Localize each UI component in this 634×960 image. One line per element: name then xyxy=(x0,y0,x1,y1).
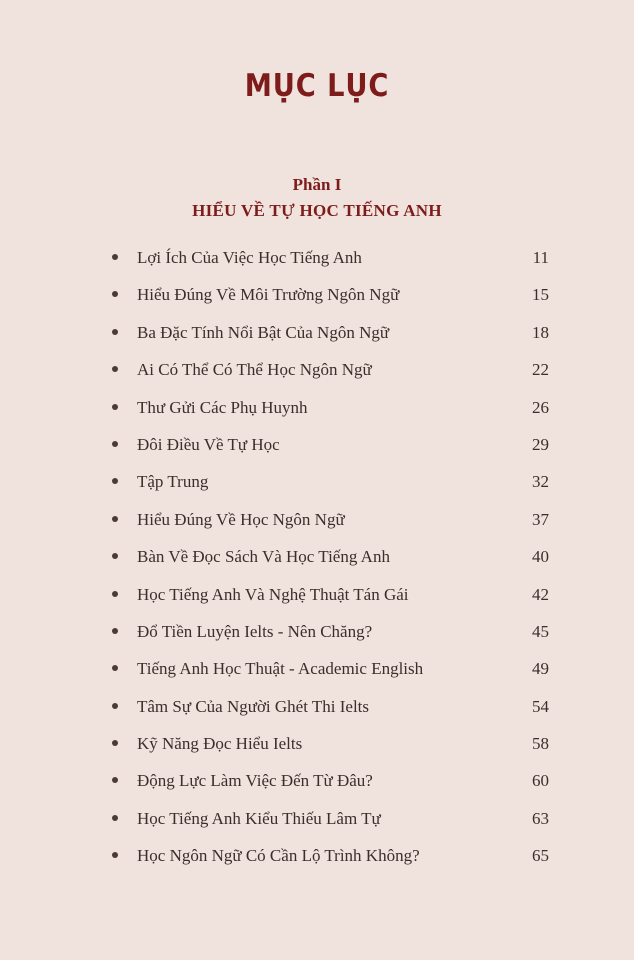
toc-entry xyxy=(0,501,634,538)
bullet-icon xyxy=(112,777,118,783)
toc-entry-title: Tâm Sự Của Người Ghét Thi Ielts xyxy=(137,696,370,716)
toc-entry-page: 11 xyxy=(532,248,549,267)
toc-entry-page: 15 xyxy=(532,285,549,305)
toc-entry xyxy=(0,426,634,463)
toc-entry xyxy=(0,389,634,426)
bullet-icon xyxy=(112,852,118,858)
bullet-icon xyxy=(112,516,118,522)
toc-entry xyxy=(0,576,634,613)
toc-entry-title: Kỹ Năng Đọc Hiểu Ielts xyxy=(137,734,303,754)
toc-entry-page: 58 xyxy=(532,734,549,754)
bullet-icon xyxy=(112,591,118,597)
toc-entry-title: Đôi Điều Về Tự Học xyxy=(137,434,280,454)
bullet-icon xyxy=(112,665,118,671)
toc-entry-page: 29 xyxy=(532,434,549,454)
bullet-icon xyxy=(112,703,118,709)
bullet-icon xyxy=(112,553,118,559)
page-title: MỤC LỤC xyxy=(244,68,390,104)
toc-entry xyxy=(0,725,634,762)
toc-entry xyxy=(0,650,634,687)
toc-entry xyxy=(0,800,634,837)
toc-entry-page: 63 xyxy=(532,808,549,828)
bullet-icon xyxy=(112,254,118,260)
part-title: HIỂU VỀ TỰ HỌC TIẾNG ANH xyxy=(192,201,442,220)
toc-entry-title: Học Tiếng Anh Kiểu Thiếu Lâm Tự xyxy=(137,808,381,828)
toc-entry-title: Động Lực Làm Việc Đến Từ Đâu? xyxy=(137,771,373,791)
bullet-icon xyxy=(112,478,118,484)
toc-entry-title: Ba Đặc Tính Nổi Bật Của Ngôn Ngữ xyxy=(137,322,390,342)
toc-entry-page: 26 xyxy=(532,397,549,417)
bullet-icon xyxy=(112,404,118,410)
bullet-icon xyxy=(112,815,118,821)
toc-entry-page: 32 xyxy=(532,472,549,492)
toc-entry xyxy=(0,688,634,725)
part-label: Phần I xyxy=(292,175,342,194)
bullet-icon xyxy=(112,329,118,335)
toc-entry-title: Lợi Ích Của Việc Học Tiếng Anh xyxy=(137,248,362,267)
toc-entry-page: 49 xyxy=(532,659,549,679)
toc-entry xyxy=(0,837,634,874)
toc-entry-title: Học Tiếng Anh Và Nghệ Thuật Tán Gái xyxy=(137,584,409,604)
toc-entry-page: 18 xyxy=(532,322,549,342)
toc-entry-page: 22 xyxy=(532,360,549,380)
toc-entry-title: Tiếng Anh Học Thuật - Academic English xyxy=(137,659,424,679)
toc-entry xyxy=(0,314,634,351)
toc-entry xyxy=(0,276,634,313)
bullet-icon xyxy=(112,291,118,297)
toc-entry xyxy=(0,762,634,799)
toc-entry-page: 40 xyxy=(532,547,549,567)
toc-entry xyxy=(0,613,634,650)
toc-entry-page: 45 xyxy=(532,621,549,641)
bullet-icon xyxy=(112,628,118,634)
toc-entry xyxy=(0,351,634,388)
toc-entry-title: Hiểu Đúng Về Học Ngôn Ngữ xyxy=(137,509,345,529)
toc-entry xyxy=(0,239,634,276)
bullet-icon xyxy=(112,740,118,746)
toc-entry-page: 54 xyxy=(532,696,549,716)
toc-entry-page: 60 xyxy=(532,771,549,791)
toc-entry-title: Thư Gửi Các Phụ Huynh xyxy=(137,397,308,417)
toc-entry-page: 42 xyxy=(532,584,549,604)
toc-entry-title: Tập Trung xyxy=(137,472,209,492)
toc-entry-title: Ai Có Thể Có Thể Học Ngôn Ngữ xyxy=(137,360,372,380)
toc-entry-page: 65 xyxy=(532,846,549,866)
toc-entry xyxy=(0,538,634,575)
toc-entry-page: 37 xyxy=(532,509,549,529)
toc-entry xyxy=(0,463,634,500)
bullet-icon xyxy=(112,441,118,447)
toc-entry-title: Học Ngôn Ngữ Có Cần Lộ Trình Không? xyxy=(137,846,420,866)
toc-entry-title: Bàn Về Đọc Sách Và Học Tiếng Anh xyxy=(137,547,390,567)
bullet-icon xyxy=(112,366,118,372)
toc-entry-title: Đổ Tiền Luyện Ielts - Nên Chăng? xyxy=(137,621,373,641)
toc-entry-title: Hiểu Đúng Về Môi Trường Ngôn Ngữ xyxy=(137,285,400,305)
table-of-contents xyxy=(0,239,634,875)
